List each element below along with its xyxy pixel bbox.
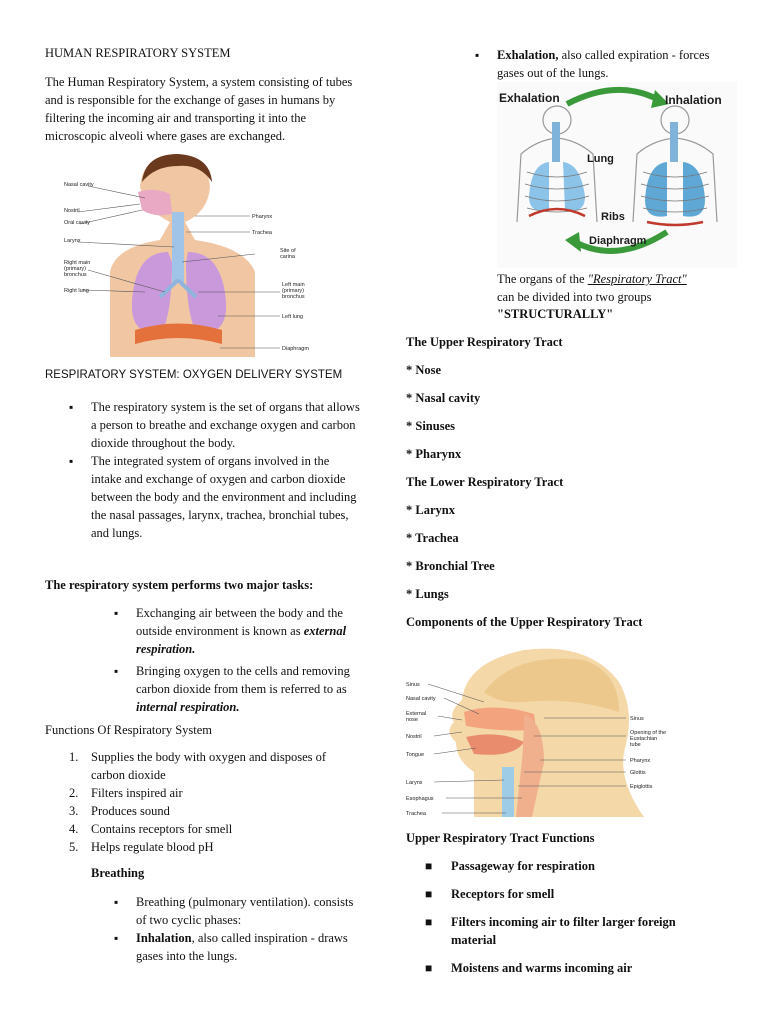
list-item: * Sinuses <box>406 419 455 433</box>
page-title: HUMAN RESPIRATORY SYSTEM <box>45 46 231 60</box>
intro-paragraph: The Human Respiratory System, a system consisting of tubes and is responsible for the exchange of gases in humans by filtering the incoming air and transporting it into the microscopic alveoli where gases are exchanged. <box>45 75 353 143</box>
list-item: ▪ Breathing (pulmonary ventilation). consists of two cyclic phases: <box>136 893 361 929</box>
label-nasal-cavity: Nasal cavity <box>406 696 436 702</box>
label-exhalation: Exhalation <box>499 91 560 105</box>
label-opening: Opening of the <box>630 730 667 736</box>
label-oral-cavity: Oral cavity <box>64 220 90 226</box>
respiratory-system-figure <box>50 152 355 357</box>
task1-text: Exchanging air between the body and the outside environment is known as <box>136 606 343 638</box>
upper-tract-heading: The Upper Respiratory Tract <box>406 335 563 349</box>
task2-text: Bringing oxygen to the cells and removing carbon dioxide from them is referred to as <box>136 664 350 696</box>
task1-term: external respiration. <box>136 624 347 656</box>
section-heading: RESPIRATORY SYSTEM: OXYGEN DELIVERY SYSTEM <box>45 369 343 381</box>
list-item: * Bronchial Tree <box>406 559 495 573</box>
label-inhalation: Inhalation <box>665 93 722 107</box>
label-tube: tube <box>630 742 641 748</box>
label-sinus-right: Sinus <box>630 716 644 722</box>
breathing-heading: Breathing <box>91 866 145 880</box>
label-glottis: Glottis <box>630 770 646 776</box>
respiratory-tract-term: "Respiratory Tract" <box>587 272 687 286</box>
structurally-label: "STRUCTURALLY" <box>497 307 614 321</box>
label-nose: nose <box>406 717 418 723</box>
list-item: 1. Supplies the body with oxygen and disposes of carbon dioxide <box>69 750 327 782</box>
label-right-main: Right main <box>64 260 91 266</box>
list-item <box>136 662 361 716</box>
label-left-lung: Left lung <box>282 314 304 320</box>
list-item: 3. Produces sound <box>69 804 170 818</box>
exhalation-term: Exhalation, <box>497 48 559 62</box>
label-ribs: Ribs <box>601 211 625 223</box>
functions-heading: Functions Of Respiratory System <box>45 723 213 737</box>
list-item <box>136 604 361 658</box>
label-external: External <box>406 711 427 717</box>
list-item: * Nose <box>406 363 442 377</box>
label-pharynx: Pharynx <box>630 758 651 764</box>
label-trachea: Trachea <box>406 811 426 817</box>
label-sinus-left: Sinus <box>406 682 420 688</box>
label-left-primary: (primary) <box>282 288 304 294</box>
label-nostril: Nostril <box>64 208 80 214</box>
list-item <box>136 929 361 965</box>
label-diaphragm: Diaphragm <box>282 346 309 352</box>
list-item: * Lungs <box>406 587 449 601</box>
label-carina: carina <box>280 254 295 260</box>
components-heading: Components of the Upper Respiratory Tract <box>406 615 643 629</box>
tasks-heading: The respiratory system performs two major tasks: <box>45 578 314 592</box>
label-larynx: Larynx <box>406 780 423 786</box>
list-item: ▪ The integrated system of organs involved in the intake and exchange of oxygen and carbon dioxide between the body and the environment and including the nasal passages, larynx, trachea, bronchial tubes, and lungs. <box>91 452 361 542</box>
label-tongue: Tongue <box>406 752 425 758</box>
label-nostril: Nostril <box>406 734 422 740</box>
list-item: * Nasal cavity <box>406 391 481 405</box>
list-item: * Pharynx <box>406 447 462 461</box>
label-pharynx: Pharynx <box>252 214 273 220</box>
organs-paragraph: The organs of the "Respiratory Tract" can be divided into two groups <box>497 272 687 304</box>
label-site-of: Site of <box>280 248 296 254</box>
label-left-bronchus: bronchus <box>282 294 305 300</box>
lower-tract-heading: The Lower Respiratory Tract <box>406 475 564 489</box>
inhalation-text: , also called inspiration - draws gases into the lungs. <box>136 931 348 963</box>
label-esophagus: Esophagus <box>406 796 434 802</box>
upper-functions-heading: Upper Respiratory Tract Functions <box>406 831 595 845</box>
exhalation-text: also called expiration - forces gases out of the lungs. <box>497 48 710 80</box>
list-item: ■ Moistens and warms incoming air <box>451 959 721 977</box>
list-item: 5. Helps regulate blood pH <box>69 840 214 854</box>
list-item: ■ Passageway for respiration <box>451 857 721 875</box>
label-epiglottis: Epiglottis <box>630 784 653 790</box>
breathing-cycle-figure <box>497 82 737 268</box>
label-trachea: Trachea <box>252 230 272 236</box>
inhalation-term: Inhalation <box>136 931 192 945</box>
label-right-lung: Right lung <box>64 288 89 294</box>
label-eustachian: Eustachian <box>630 736 658 742</box>
upper-tract-figure <box>404 642 714 817</box>
list-item: ▪ The respiratory system is the set of organs that allows a person to breathe and exchange oxygen and carbon dioxide throughout the body. <box>91 398 361 452</box>
label-larynx: Larynx <box>64 238 81 244</box>
list-item: 2. Filters inspired air <box>69 786 183 800</box>
functions-list <box>69 748 361 856</box>
label-bronchus: bronchus <box>64 272 87 278</box>
list-item: * Trachea <box>406 531 459 545</box>
list-item: * Larynx <box>406 503 455 517</box>
label-primary: (primary) <box>64 266 86 272</box>
label-nasal-cavity: Nasal cavity <box>64 182 94 188</box>
list-item <box>497 46 712 82</box>
list-item: ■ Filters incoming air to filter larger foreign material <box>451 913 721 949</box>
label-lung: Lung <box>587 153 614 165</box>
list-item: ■ Receptors for smell <box>451 885 721 903</box>
task2-term: internal respiration. <box>136 700 240 714</box>
list-item: 4. Contains receptors for smell <box>69 822 233 836</box>
label-diaphragm: Diaphragm <box>589 235 647 247</box>
label-left-main: Left main <box>282 282 305 288</box>
